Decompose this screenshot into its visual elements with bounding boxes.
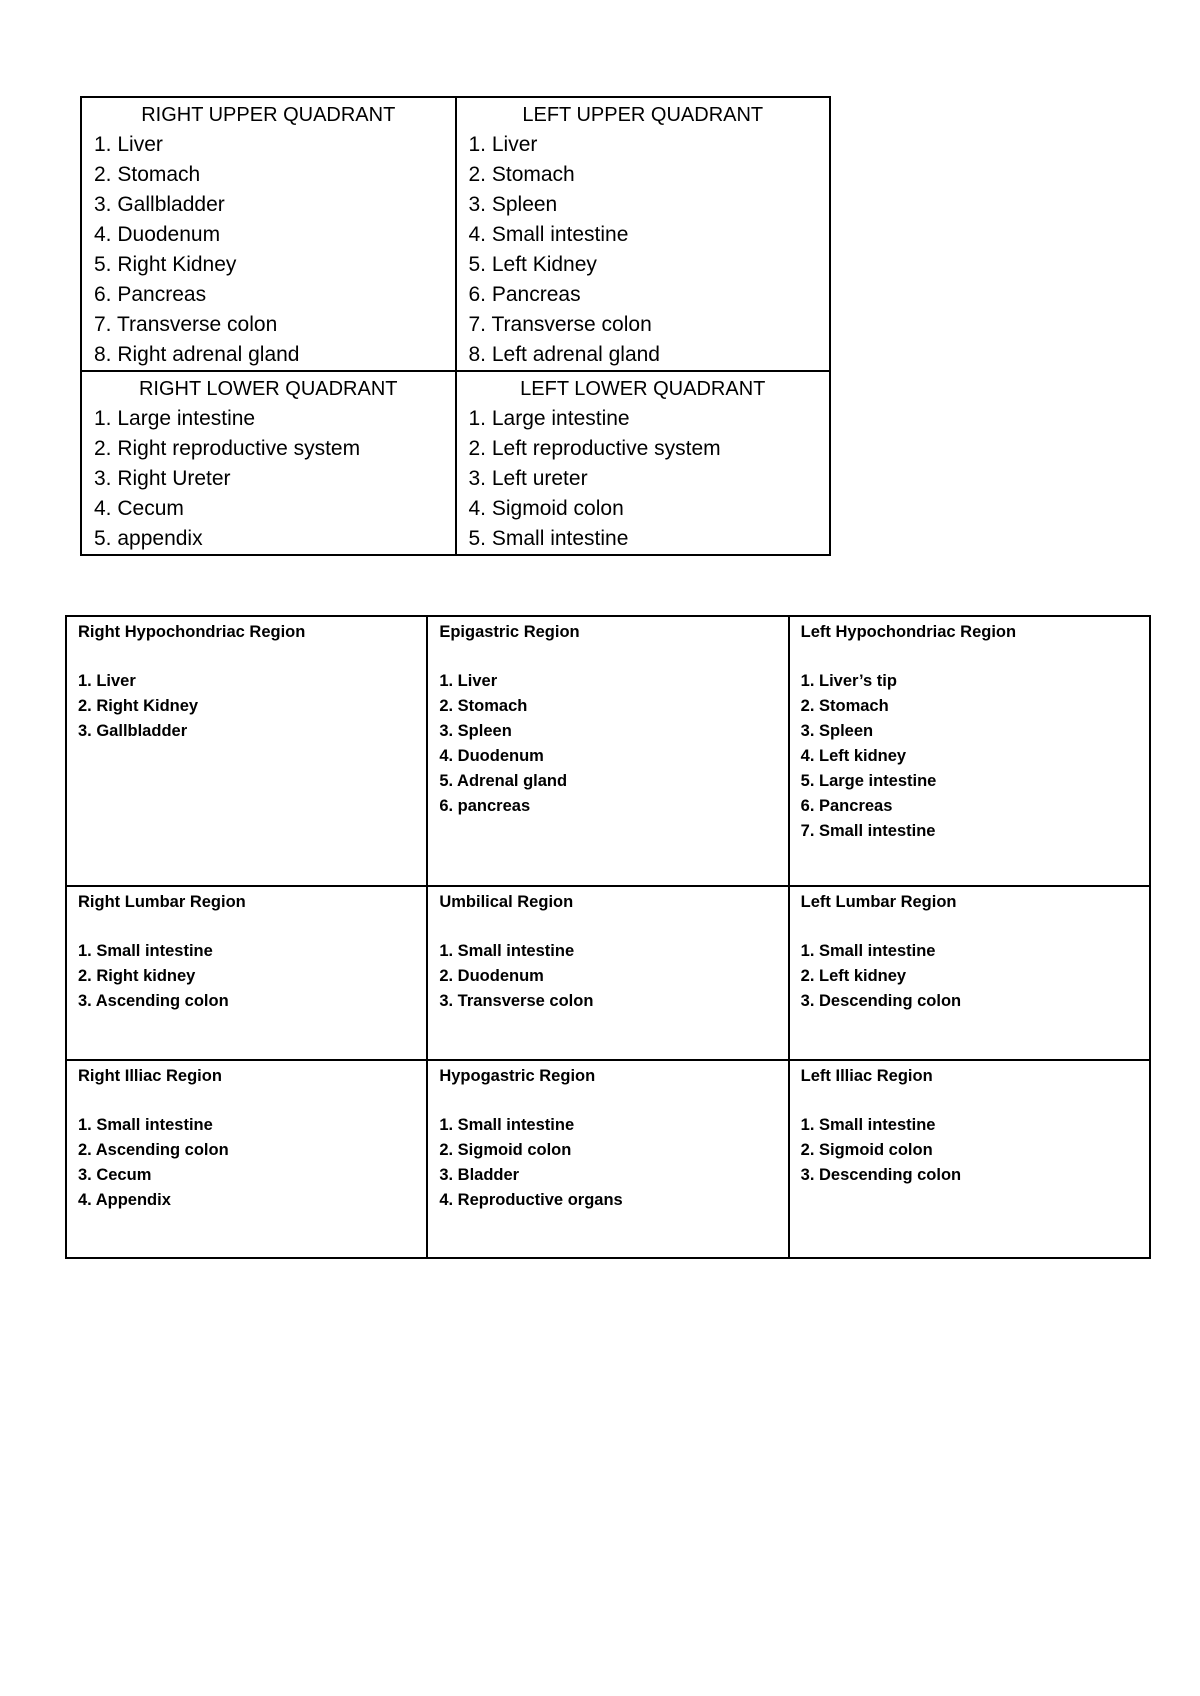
region-item: 1. Liver’s tip: [800, 672, 897, 690]
region-item: 1. Liver: [439, 672, 498, 690]
region-title: Right Hypochondriac Region: [78, 623, 306, 641]
region-item: 3. Transverse colon: [439, 992, 594, 1010]
quadrant-item: 3. Left ureter: [468, 467, 588, 490]
region-item: 7. Small intestine: [800, 822, 936, 840]
quadrant-item: 5. Small intestine: [468, 527, 629, 550]
quadrant-item: 4. Sigmoid colon: [468, 497, 624, 520]
region-item: 1. Small intestine: [78, 1116, 213, 1134]
quadrant-title: RIGHT UPPER QUADRANT: [141, 104, 396, 126]
quadrant-item: 1. Liver: [468, 133, 538, 156]
right-hypochondriac-region-cell: [66, 616, 427, 886]
quadrant-title: RIGHT LOWER QUADRANT: [138, 378, 398, 400]
quadrant-item: 7. Transverse colon: [94, 313, 278, 336]
region-item: 5. Large intestine: [800, 772, 937, 790]
region-title: Left Lumbar Region: [800, 893, 957, 911]
region-title: Left Hypochondriac Region: [800, 623, 1017, 641]
quadrant-item: 4. Duodenum: [94, 223, 221, 246]
right-iliac-region-cell: [66, 1060, 427, 1258]
right-lumbar-region-cell: [66, 886, 427, 1060]
region-item: 3. Gallbladder: [78, 722, 188, 740]
region-item: 3. Descending colon: [800, 992, 962, 1010]
region-item: 2. Duodenum: [439, 967, 544, 985]
quadrant-item: 8. Right adrenal gland: [94, 343, 300, 366]
region-item: 2. Right kidney: [78, 967, 196, 985]
region-item: 2. Ascending colon: [78, 1141, 229, 1159]
region-item: 4. Duodenum: [439, 747, 544, 765]
left-hypochondriac-region-cell: [789, 616, 1150, 886]
right-upper-quadrant-cell: [81, 97, 456, 371]
quadrant-item: 2. Left reproductive system: [468, 437, 721, 460]
region-item: 2. Sigmoid colon: [800, 1141, 933, 1159]
umbilical-region-cell: [427, 886, 788, 1060]
region-title: Umbilical Region: [439, 893, 574, 911]
region-title: Right Lumbar Region: [78, 893, 246, 911]
region-title: Hypogastric Region: [439, 1067, 596, 1085]
region-title: Right Illiac Region: [78, 1067, 222, 1085]
region-item: 1. Small intestine: [439, 1116, 575, 1134]
right-lower-quadrant-cell: [81, 371, 456, 555]
left-upper-quadrant-cell: [456, 97, 831, 371]
quadrant-title: LEFT LOWER QUADRANT: [520, 378, 766, 400]
quadrant-item: 1. Large intestine: [94, 407, 256, 430]
region-item: 4. Reproductive organs: [439, 1191, 623, 1209]
region-title: Left Illiac Region: [800, 1067, 933, 1085]
hypogastric-region-cell: [427, 1060, 788, 1258]
region-item: 3. Cecum: [78, 1166, 152, 1184]
quadrant-item: 7. Transverse colon: [468, 313, 652, 336]
quadrant-item: 6. Pancreas: [468, 283, 581, 306]
region-item: 6. pancreas: [439, 797, 531, 815]
quadrant-item: 5. Right Kidney: [94, 253, 237, 276]
region-item: 3. Descending colon: [800, 1166, 962, 1184]
region-item: 1. Small intestine: [439, 942, 575, 960]
quadrant-item: 4. Small intestine: [468, 223, 629, 246]
quadrant-title: LEFT UPPER QUADRANT: [522, 104, 764, 126]
left-iliac-region-cell: [789, 1060, 1150, 1258]
quadrant-item: 1. Large intestine: [468, 407, 630, 430]
epigastric-region-cell: [427, 616, 788, 886]
left-lumbar-region-cell: [789, 886, 1150, 1060]
quadrant-item: 5. appendix: [94, 527, 203, 550]
quadrant-item: 3. Spleen: [468, 193, 558, 216]
quadrant-item: 8. Left adrenal gland: [468, 343, 660, 366]
region-item: 3. Ascending colon: [78, 992, 229, 1010]
region-item: 2. Sigmoid colon: [439, 1141, 572, 1159]
region-item: 4. Left kidney: [800, 747, 907, 765]
region-item: 3. Spleen: [800, 722, 874, 740]
quadrant-item: 5. Left Kidney: [468, 253, 597, 276]
quadrant-item: 3. Gallbladder: [94, 193, 225, 216]
region-item: 3. Bladder: [439, 1166, 520, 1184]
quadrant-table: [80, 96, 831, 556]
region-item: 1. Liver: [78, 672, 136, 690]
region-item: 6. Pancreas: [800, 797, 893, 815]
quadrant-item: 2. Stomach: [468, 163, 575, 186]
region-item: 5. Adrenal gland: [439, 772, 568, 790]
left-lower-quadrant-cell: [456, 371, 831, 555]
quadrant-item: 1. Liver: [94, 133, 163, 156]
region-item: 1. Small intestine: [800, 942, 936, 960]
region-item: 2. Right Kidney: [78, 697, 199, 715]
region-item: 3. Spleen: [439, 722, 512, 740]
region-item: 2. Stomach: [800, 697, 889, 715]
abdominal-regions-table: [65, 615, 1151, 1259]
region-item: 2. Left kidney: [800, 967, 907, 985]
region-title: Epigastric Region: [439, 623, 580, 641]
region-item: 1. Small intestine: [800, 1116, 936, 1134]
region-item: 4. Appendix: [78, 1191, 171, 1209]
quadrant-item: 3. Right Ureter: [94, 467, 231, 490]
region-item: 2. Stomach: [439, 697, 528, 715]
quadrant-item: 2. Stomach: [94, 163, 201, 186]
quadrant-item: 4. Cecum: [94, 497, 184, 520]
quadrant-item: 6. Pancreas: [94, 283, 207, 306]
region-item: 1. Small intestine: [78, 942, 213, 960]
quadrant-item: 2. Right reproductive system: [94, 437, 361, 460]
